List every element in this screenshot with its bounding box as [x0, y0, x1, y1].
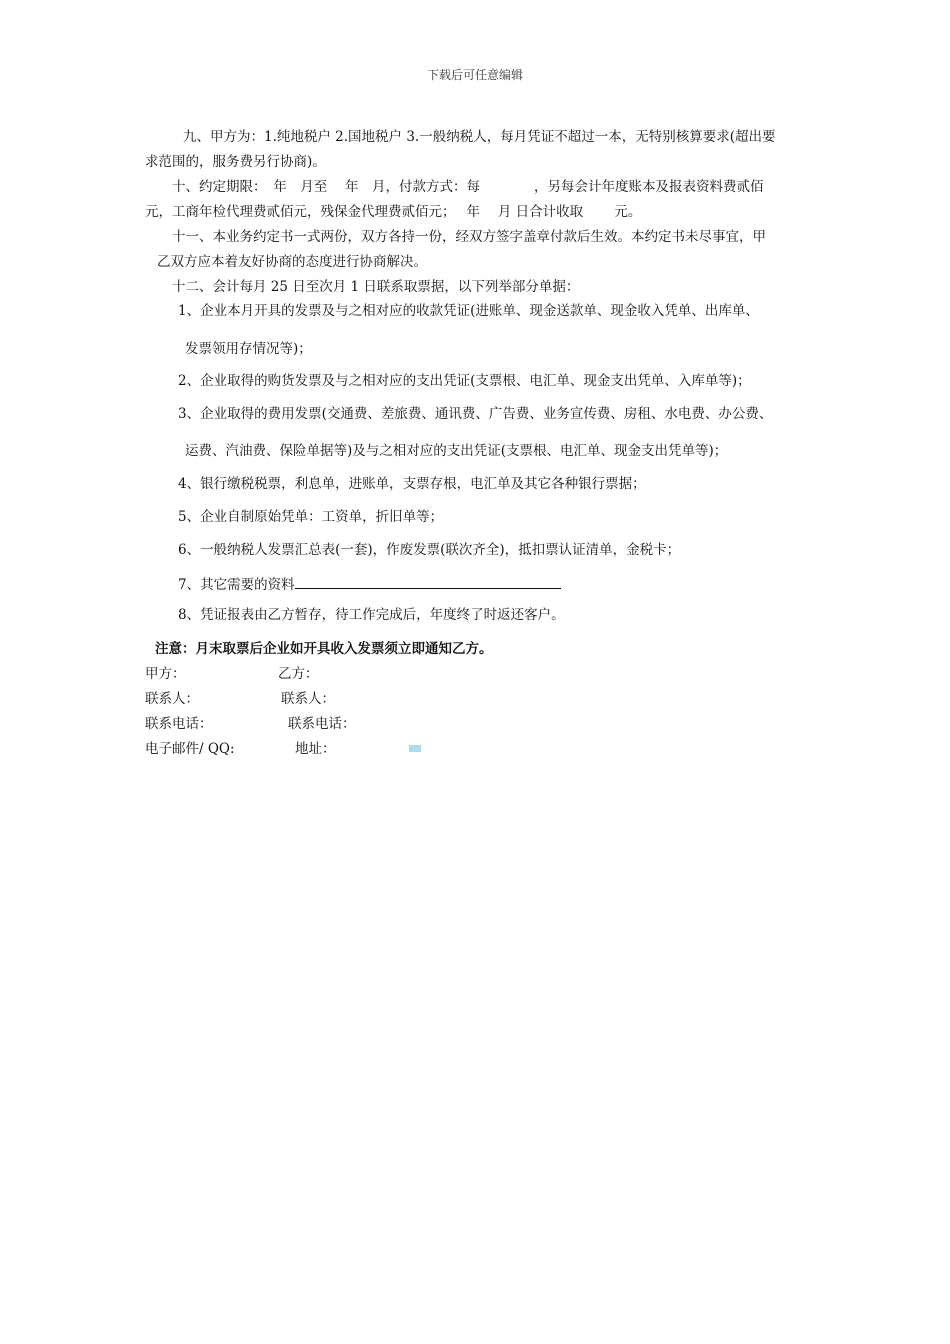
highlight-marker: [409, 745, 421, 752]
clause-12-heading: 十二、会计每月 25 日至次月 1 日联系取票据，以下列举部分单据：: [172, 279, 580, 295]
clause-9-line-2: 求范围的，服务费另行协商)。: [145, 154, 326, 170]
list-item-6: 6、一般纳税人发票汇总表(一套)，作废发票(联次齐全)，抵扣票认证清单，金税卡；: [178, 542, 681, 558]
list-item-5: 5、企业自制原始凭单：工资单，折旧单等；: [178, 509, 444, 525]
list-item-7: [178, 574, 561, 594]
clause-11-line-2: 乙双方应本着友好协商的态度进行协商解决。: [157, 254, 427, 270]
notice-text: 注意：月末取票后企业如开具收入发票须立即通知乙方。: [155, 641, 493, 657]
list-item-8: 8、凭证报表由乙方暂存，待工作完成后，年度终了时返还客户。: [178, 607, 565, 623]
clause-10-line-2: 元，工商年检代理费贰佰元，残保金代理费贰佰元； 年 月 日合计收取 元。: [145, 204, 642, 220]
list-item-2: 2、企业取得的购货发票及与之相对应的支出凭证(支票根、电汇单、现金支出凭单、入库单等)；: [178, 373, 751, 389]
list-item-3-line-2: 运费、汽油费、保险单据等)及与之相对应的支出凭证(支票根、电汇单、现金支出凭单等)；: [185, 443, 728, 459]
contact-b-label: 联系人：: [281, 691, 335, 707]
address-b-label: 地址：: [295, 741, 336, 757]
list-item-1-line-1: 1、企业本月开具的发票及与之相对应的收款凭证(进账单、现金送款单、现金收入凭单、出库单、: [178, 303, 759, 319]
phone-a-label: 联系电话：: [145, 716, 213, 732]
list-item-4: 4、银行缴税税票，利息单，进账单，支票存根，电汇单及其它各种银行票据；: [178, 476, 646, 492]
contact-a-label: 联系人：: [145, 691, 199, 707]
clause-11-line-1: 十一、本业务约定书一式两份，双方各持一份，经双方签字盖章付款后生效。本约定书未尽事宜，甲: [172, 229, 766, 245]
phone-b-label: 联系电话：: [288, 716, 356, 732]
party-b-label: 乙方：: [278, 666, 319, 682]
list-item-1-line-2: 发票领用存情况等)；: [185, 341, 312, 357]
party-a-label: 甲方：: [145, 666, 186, 682]
email-a-label: 电子邮件/ QQ:: [145, 741, 235, 757]
clause-10-line-1: 十、约定期限： 年 月至 年 月，付款方式：每 ，另每会计年度账本及报表资料费贰佰: [172, 179, 764, 195]
list-item-3-line-1: 3、企业取得的费用发票(交通费、差旅费、通讯费、广告费、业务宣传费、房租、水电费、办公费、: [178, 406, 773, 422]
page-header: 下载后可任意编辑: [426, 68, 523, 82]
blank-fill-line: [295, 574, 561, 589]
clause-9-line-1: 九、甲方为：1.纯地税户 2.国地税户 3.一般纳税人，每月凭证不超过一本，无特别核算要求(超出要: [183, 129, 776, 145]
list-item-7-text: 7、其它需要的资料: [178, 577, 295, 593]
